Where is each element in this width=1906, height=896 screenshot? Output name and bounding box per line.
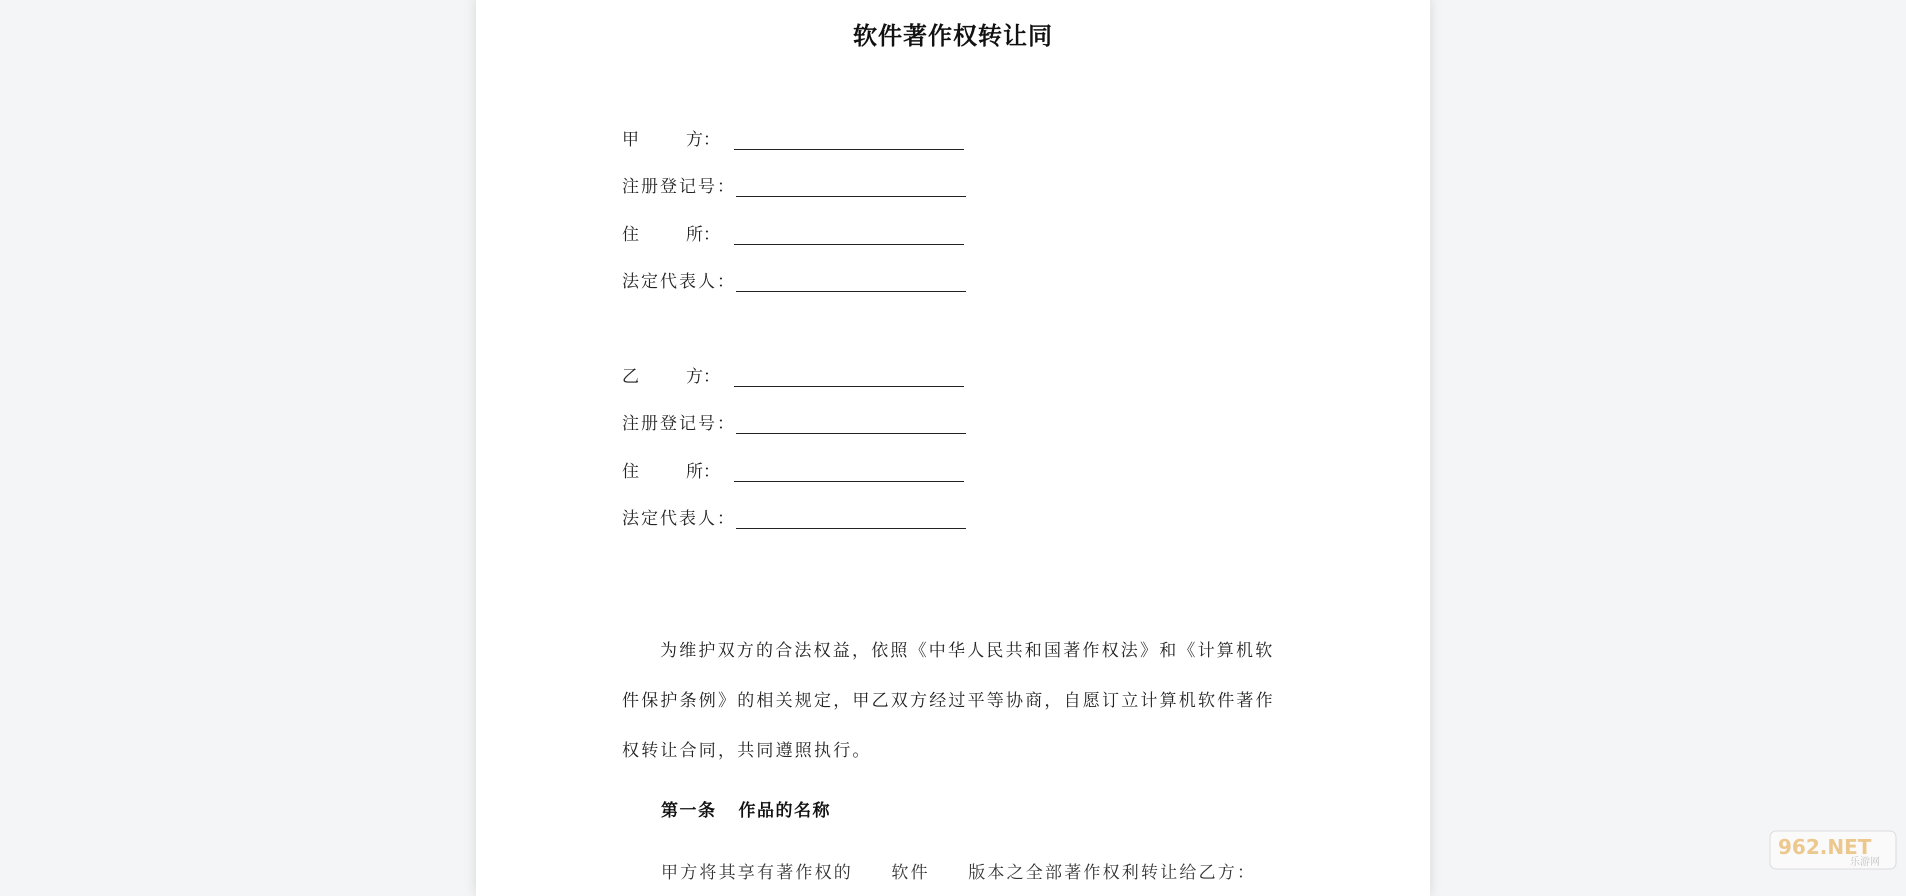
document-page	[476, 0, 1430, 896]
party-a-address-label: 住 所：	[622, 225, 720, 245]
party-b-reg-label: 注册登记号：	[622, 414, 736, 434]
article-1-heading	[661, 796, 831, 821]
party-b-name-row	[622, 359, 964, 387]
article-1-text: 甲方将其享有著作权的 软件 版本之全部著作权利转让给乙方：	[661, 863, 1257, 883]
party-a-reg-label: 注册登记号：	[622, 177, 736, 197]
party-b-address-row	[622, 454, 964, 482]
party-a-address-field[interactable]	[734, 224, 964, 245]
party-a-address-row	[622, 217, 964, 245]
party-a-reg-row	[622, 169, 966, 197]
document-title: 软件著作权转让同	[853, 21, 1053, 50]
party-a-name-field[interactable]	[734, 129, 964, 150]
party-b-reg-field[interactable]	[736, 413, 966, 434]
party-b-rep-row	[622, 501, 966, 529]
site-watermark-logo	[1768, 829, 1898, 871]
watermark-brand: 962.NET	[1778, 835, 1872, 859]
party-b-address-field[interactable]	[734, 461, 964, 482]
party-a-name-label: 甲 方：	[622, 130, 720, 150]
party-b-address-label: 住 所：	[622, 462, 720, 482]
article-1-title: 作品的名称	[738, 801, 831, 821]
watermark-sub: 乐游网	[1850, 857, 1880, 868]
intro-paragraph: 为维护双方的合法权益，依照《中华人民共和国著作权法》和《计算机软件保护条例》的相关规定，甲乙双方经过平等协商，自愿订立计算机软件著作权转让合同，共同遵照执行。	[622, 641, 1275, 761]
party-a-rep-label: 法定代表人：	[622, 272, 736, 292]
party-a-rep-field[interactable]	[736, 271, 966, 292]
party-a-reg-field[interactable]	[736, 176, 966, 197]
party-b-rep-field[interactable]	[736, 508, 966, 529]
party-b-name-label: 乙 方：	[622, 367, 720, 387]
party-a-rep-row	[622, 264, 966, 292]
party-b-reg-row	[622, 406, 966, 434]
party-b-rep-label: 法定代表人：	[622, 509, 736, 529]
party-a-name-row	[622, 122, 964, 150]
article-1-number: 第一条	[661, 801, 717, 821]
party-b-name-field[interactable]	[734, 366, 964, 387]
